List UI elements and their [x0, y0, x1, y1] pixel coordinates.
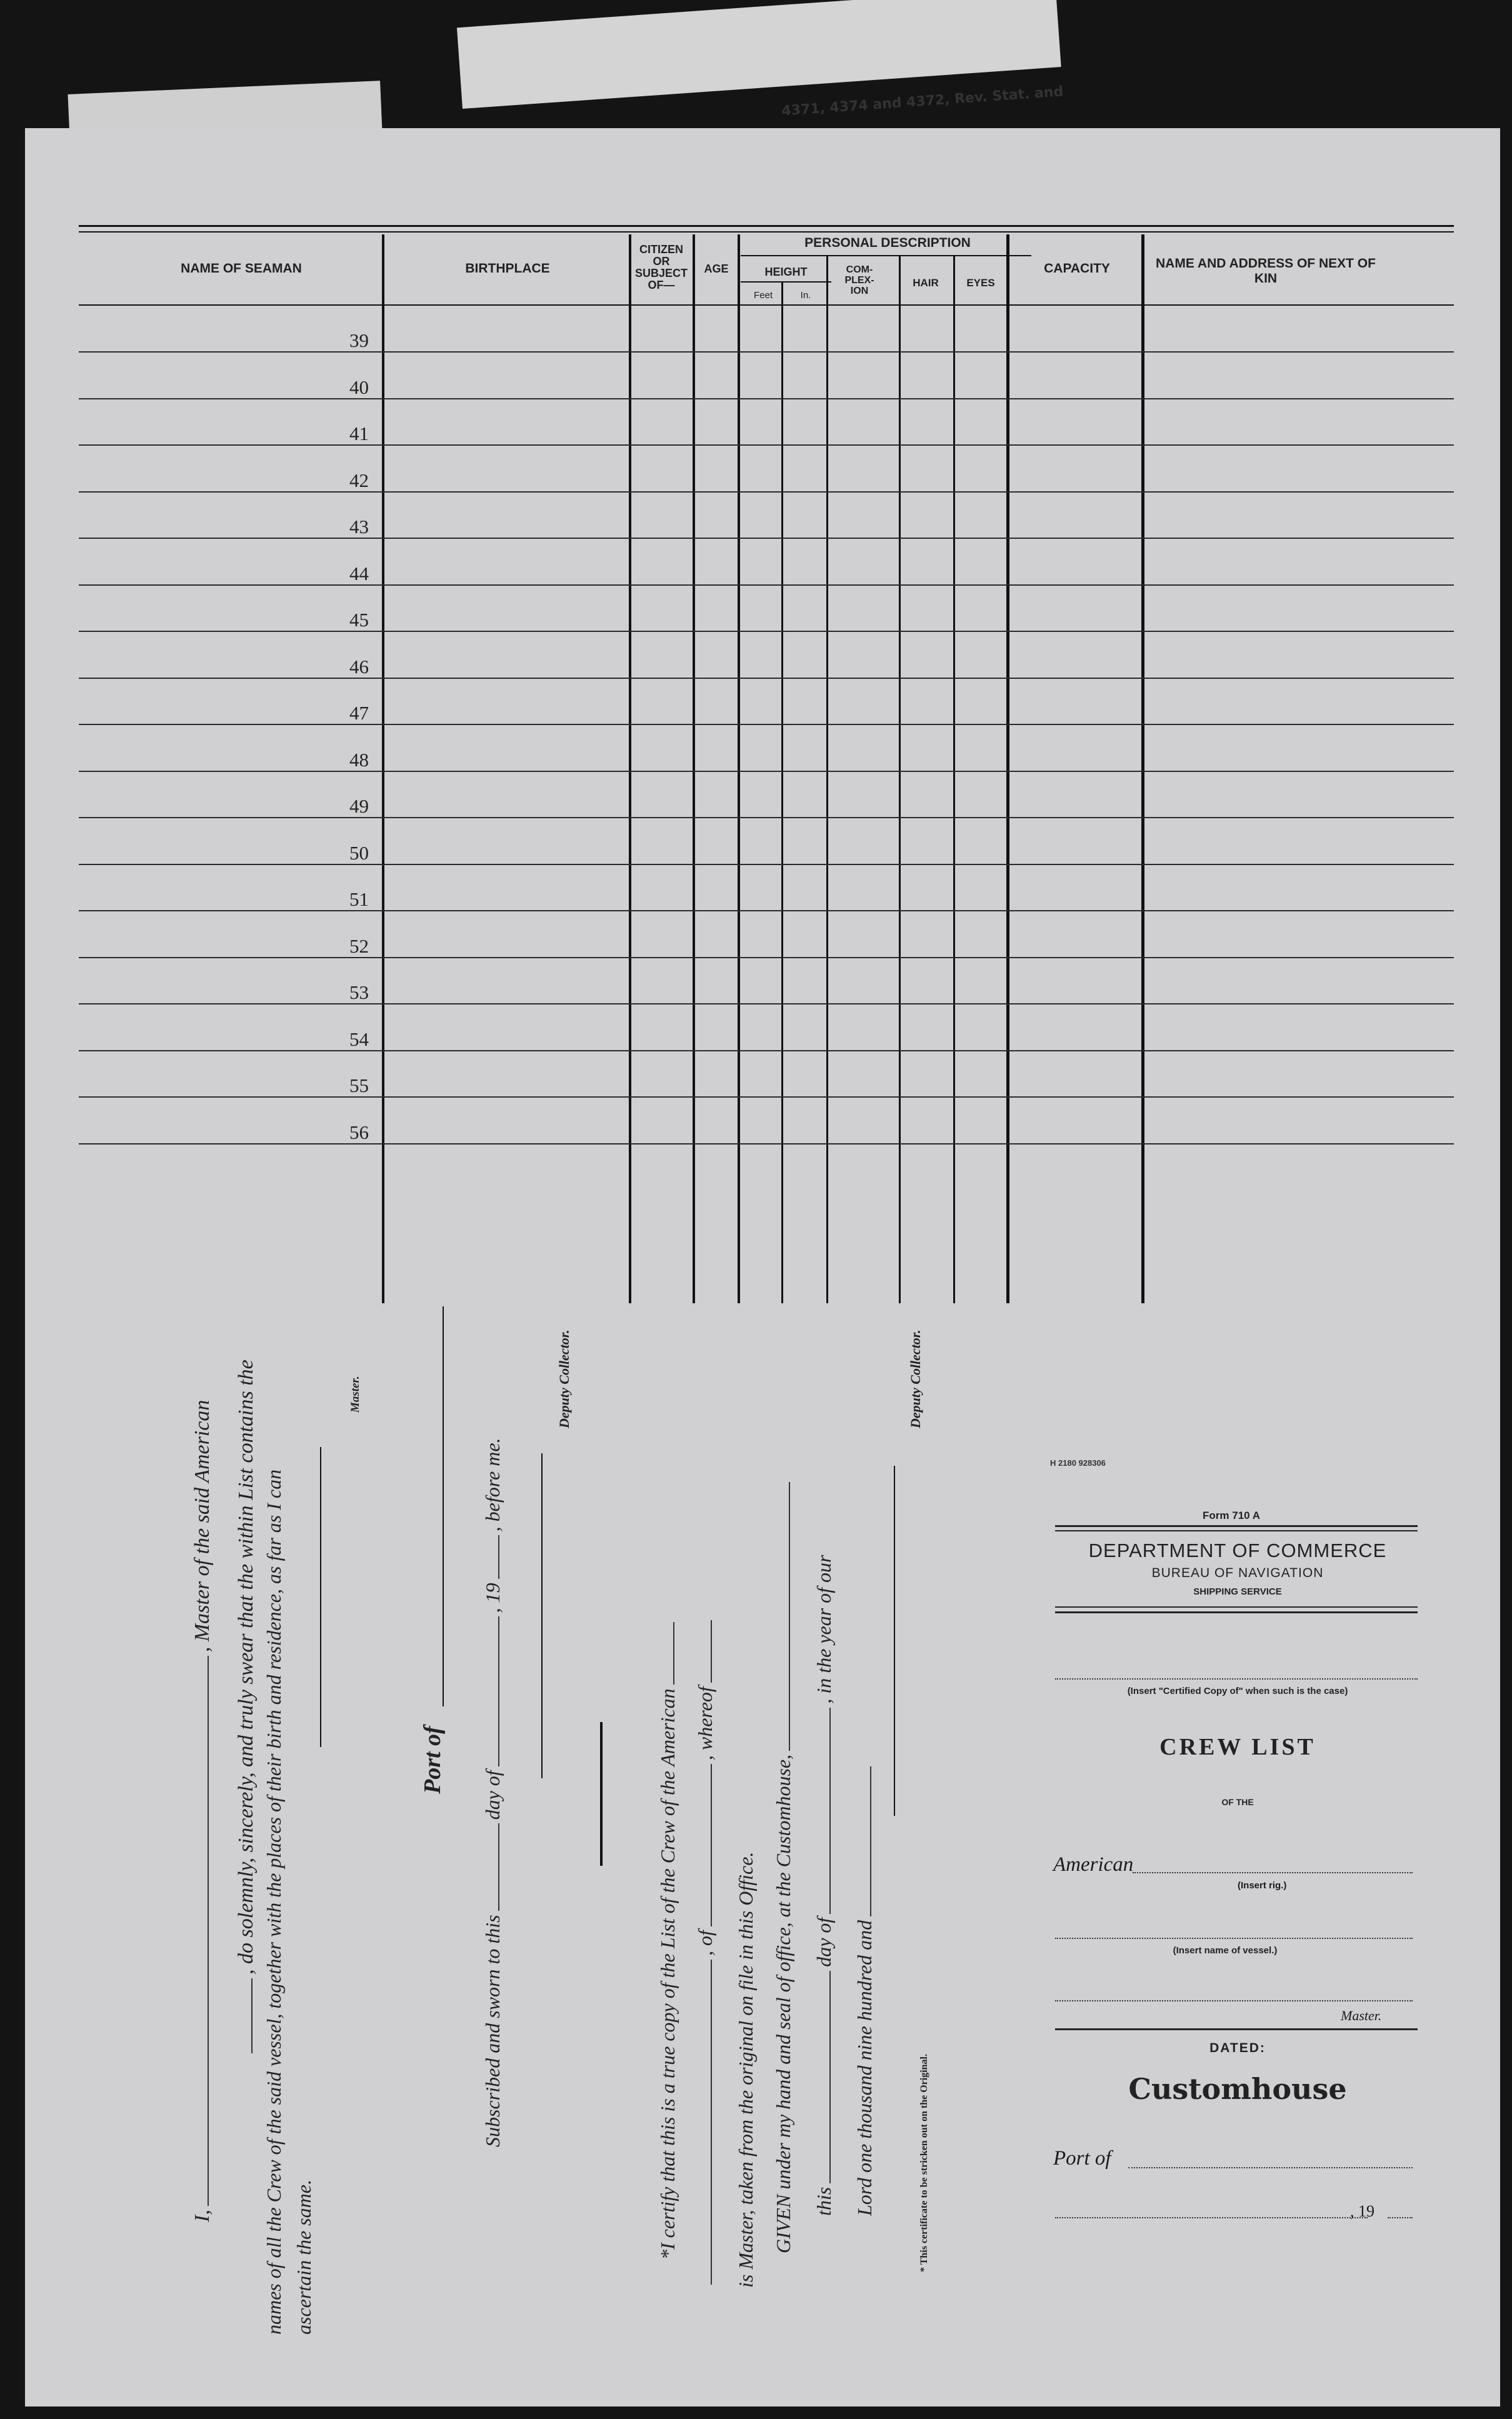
crew-list-title: CREW LIST: [1159, 1734, 1316, 1760]
port-of-line: [443, 1306, 444, 1706]
row-number: 42: [349, 469, 369, 491]
cover-year-label: , 19: [1350, 2202, 1374, 2220]
header-hair: HAIR: [913, 277, 939, 289]
row-number: 46: [349, 656, 369, 678]
insert-vessel-note: (Insert name of vessel.): [1173, 1945, 1278, 1956]
header-age: AGE: [704, 263, 729, 275]
header-name-of-seaman: NAME OF SEAMAN: [181, 261, 302, 276]
cover-rule-mid: [1055, 1606, 1418, 1608]
certificate-line-1: *I certify that this is a true copy of the List of the Crew of the American: [656, 1622, 679, 2260]
row-number: 47: [349, 702, 369, 724]
vessel-name-line: [1055, 1938, 1413, 1939]
row-number: 48: [349, 749, 369, 771]
cover-rule-mid-2: [1055, 1611, 1418, 1613]
header-birthplace: BIRTHPLACE: [465, 261, 550, 276]
header-next-of-kin: NAME AND ADDRESS OF NEXT OF KIN: [1156, 256, 1376, 286]
row-rule: [79, 584, 1454, 586]
bureau-title: BUREAU OF NAVIGATION: [1151, 1566, 1324, 1580]
subscribed-line: Subscribed and sworn to thisday of, 19, before me.: [481, 1438, 504, 2147]
separator-bar: [600, 1722, 603, 1866]
of-the-label: OF THE: [1221, 1797, 1254, 1807]
dated-label: DATED:: [1209, 2041, 1266, 2055]
row-number: 50: [349, 842, 369, 864]
deputy-collector-label-1: Deputy Collector.: [556, 1330, 572, 1428]
row-number: 39: [349, 329, 369, 351]
deputy-collector-line-2: [894, 1466, 895, 1816]
cover-master-label: Master.: [1341, 2008, 1382, 2023]
row-number: 56: [349, 1121, 369, 1143]
certificate-line-5: thisday of, in the year of our: [813, 1555, 835, 2216]
row-rule: [79, 817, 1454, 818]
certificate-line-6: Lord one thousand nine hundred and: [853, 1766, 876, 2216]
header-height: HEIGHT: [764, 266, 808, 278]
table-top-rule: [79, 225, 1454, 227]
certified-copy-line: [1055, 1678, 1418, 1680]
row-number: 44: [349, 563, 369, 584]
row-rule: [79, 1050, 1454, 1051]
service-title: SHIPPING SERVICE: [1193, 1586, 1282, 1597]
row-rule: [79, 444, 1454, 446]
row-number: 51: [349, 888, 369, 910]
row-number: 55: [349, 1074, 369, 1096]
row-number: 45: [349, 609, 369, 631]
col-rule-hair: [899, 256, 901, 1303]
row-rule: [79, 398, 1454, 399]
master-label: Master.: [349, 1376, 362, 1413]
cover-date-line: [1055, 2217, 1368, 2218]
header-complexion: COM- PLEX- ION: [844, 264, 874, 296]
col-rule-complexion: [826, 256, 828, 1303]
certificate-line-4: GIVEN under my hand and seal of office, at the Customhouse,: [772, 1482, 795, 2253]
header-personal-description: PERSONAL DESCRIPTION: [804, 236, 971, 250]
cover-port-of-label: Port of: [1053, 2147, 1111, 2170]
insert-certified-note: (Insert "Certified Copy of" when such is the case): [1127, 1686, 1348, 1696]
rig-line: [1133, 1872, 1413, 1873]
height-rule: [741, 281, 831, 283]
header-citizen: CITIZEN OR SUBJECT OF—: [634, 243, 688, 291]
american-label: American: [1053, 1853, 1134, 1876]
row-rule: [79, 491, 1454, 493]
row-number: 49: [349, 795, 369, 817]
row-number: 52: [349, 935, 369, 957]
row-number: 41: [349, 423, 369, 444]
certificate-footnote: * This certificate to be stricken out on the Original.: [919, 2054, 929, 2272]
port-of-label: Port of: [419, 1726, 446, 1794]
tab-text: 4371, 4374 and 4372, Rev. Stat. and: [781, 84, 1064, 119]
header-bottom-rule: [79, 304, 1454, 306]
row-rule: [79, 1003, 1454, 1004]
header-eyes: EYES: [966, 277, 995, 289]
header-capacity: CAPACITY: [1044, 261, 1110, 276]
header-inches: In.: [800, 290, 811, 301]
row-rule: [79, 1096, 1454, 1098]
col-rule-eyes: [953, 256, 955, 1303]
row-rule: [79, 351, 1454, 353]
oath-line-2: names of all the Crew of the said vessel, together with the places of their birth and residence, as far as I can: [263, 1469, 285, 2335]
row-rule: [79, 771, 1454, 772]
row-number: 53: [349, 981, 369, 1003]
master-signature-line: [320, 1447, 321, 1747]
cover-rule-top: [1055, 1525, 1418, 1527]
deputy-collector-line-1: [541, 1453, 543, 1778]
row-rule: [79, 864, 1454, 865]
certificate-line-3: is Master, taken from the original on file in this Office.: [734, 1851, 757, 2288]
row-number: 54: [349, 1028, 369, 1050]
oath-line-1: I,, Master of the said American: [191, 1400, 214, 2222]
form-number: Form 710 A: [1203, 1510, 1260, 1521]
master-name-line: [1055, 2000, 1413, 2001]
customhouse-label: Customhouse: [1128, 2072, 1347, 2106]
table-top-rule-2: [79, 231, 1454, 233]
row-number: 40: [349, 376, 369, 398]
row-rule: [79, 631, 1454, 632]
row-rule: [79, 678, 1454, 679]
cover-rule-top-2: [1055, 1530, 1418, 1531]
cover-rule-dated: [1055, 2028, 1418, 2030]
cover-year-line: [1388, 2217, 1413, 2218]
row-rule: [79, 724, 1454, 725]
oath-line-do-solemnly: , do solemnly, sincerely, and truly swear that the within List contains the: [234, 1360, 258, 2053]
personal-description-rule: [741, 255, 1031, 256]
cover-port-line: [1128, 2167, 1413, 2168]
header-feet: Feet: [753, 290, 773, 301]
row-rule: [79, 957, 1454, 958]
row-rule: [79, 1143, 1454, 1144]
deputy-collector-label-2: Deputy Collector.: [908, 1330, 923, 1428]
crew-list-sheet: [25, 128, 1500, 2406]
row-number: 43: [349, 516, 369, 538]
department-title: DEPARTMENT OF COMMERCE: [1088, 1540, 1387, 1561]
oath-line-3: ascertain the same.: [293, 2180, 315, 2335]
certificate-line-2: , of, whereof: [694, 1620, 717, 2285]
row-rule: [79, 538, 1454, 539]
row-rule: [79, 910, 1454, 911]
print-code: H 2180 928306: [1050, 1458, 1106, 1468]
col-rule-inches: [781, 281, 783, 1303]
insert-rig-note: (Insert rig.): [1238, 1880, 1287, 1891]
